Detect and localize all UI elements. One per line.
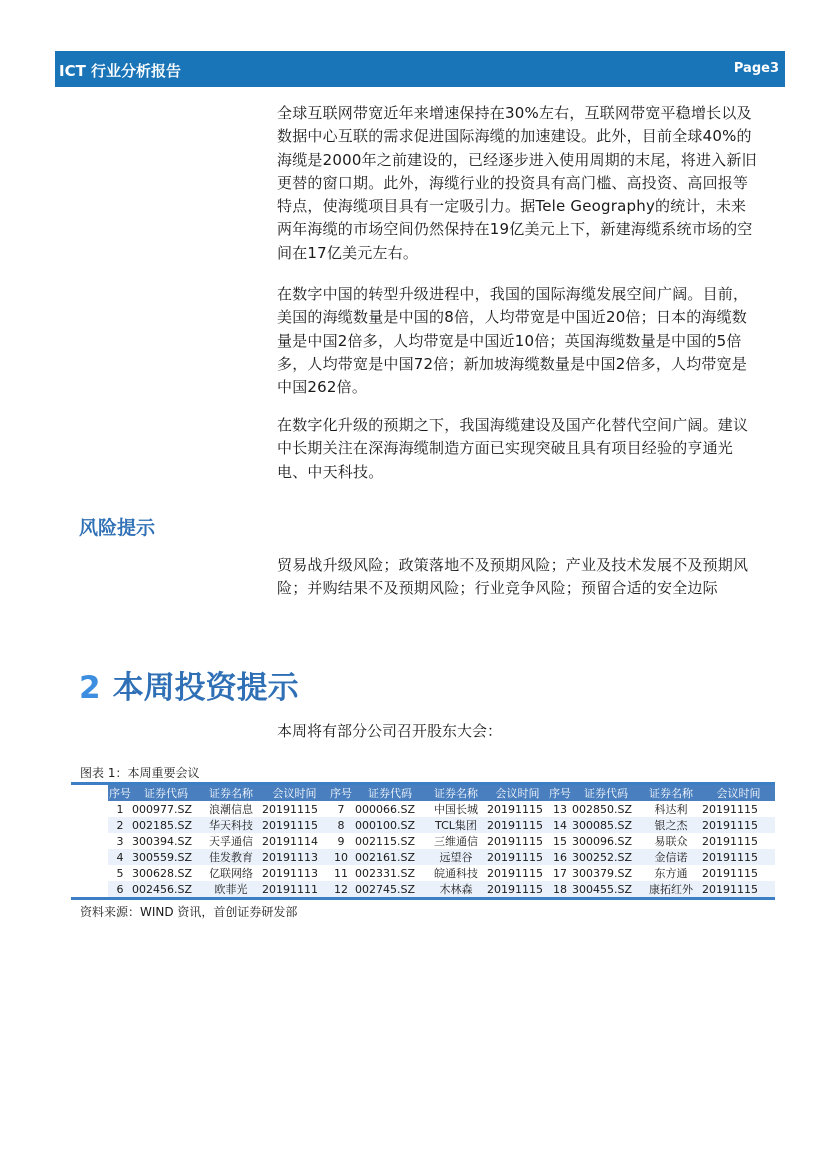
table-row [108,801,775,817]
table-cell: 易联众 [654,835,688,848]
table-header-cell: 会议时间 [487,785,548,801]
table-cell: 13 [553,802,567,816]
table-cell: 远望谷 [439,851,473,864]
body-paragraph-3: 在数字化升级的预期之下，我国海缆建设及国产化替代空间广阔。建议中长期关注在深海海缆制造方面已实现突破且具有项目经验的亨通光电、中天科技。 [277,416,749,481]
table-cell: 12 [334,882,348,896]
table-cell: 木林森 [439,883,473,896]
section-title: 本周投资提示 [112,670,299,706]
body-paragraph-1: 全球互联网带宽近年来增速保持在30%左右，互联网带宽平稳增长以及数据中心互联的需求促进国际海缆的加速建设。此外，目前全球40%的海缆是2000年之前建设的，已经逐步进入使用周期的末尾，将进入新旧更替的窗口期。此外，海缆行业的投资具有高门槛、高投资、高回报等特点，使海缆项目具有一定吸引力。据Tele Geography的统计，未来两年海缆的市场空间仍然保持在19亿美元上下，新建海缆系统市场的空间在17亿美元左右。 [277,104,757,262]
table-cell: 10 [334,850,348,864]
page-number: Page3 [733,61,779,76]
table-cell: 浪潮信息 [209,803,253,816]
table-cell: 300455.SZ [572,882,633,896]
table-cell: 中国长城 [434,803,478,816]
table-cell: 20191115 [702,866,758,880]
table-cell: 7 [337,802,345,816]
table-header-cell: 证券名称 [640,785,702,801]
table-cell: 300379.SZ [572,866,633,880]
table-cell: 002850.SZ [572,802,633,816]
table-cell: 华天科技 [209,819,253,832]
table-header-cell: 证券代码 [355,785,425,801]
table-cell: 17 [553,866,567,880]
table-cell: 18 [553,882,567,896]
table-header-cell: 会议时间 [262,785,327,801]
body-paragraph-2: 在数字中国的转型升级进程中，我国的国际海缆发展空间广阔。目前，美国的海缆数量是中国的8倍，人均带宽是中国近20倍；日本的海缆数量是中国2倍多，人均带宽是中国近10倍；英国海缆数量是中国的5倍多，人均带宽是中国72倍；新加坡海缆数量是中国2倍多，人均带宽是中国262倍。 [277,285,749,397]
table-cell: 002745.SZ [355,882,416,896]
section-heading [79,662,299,707]
table-cell: 11 [334,866,348,880]
report-title: ICT 行业分析报告 [59,62,182,80]
table-row [108,881,775,897]
table-cell: 佳发教育 [209,851,253,864]
table-cell: 20191115 [487,834,543,848]
table-header-cell: 证券代码 [572,785,640,801]
table-cell: 亿联网络 [209,867,253,880]
table-cell: TCL集团 [435,819,477,832]
table-cell: 5 [116,866,124,880]
table-cell: 2 [116,818,124,832]
table-header-cell: 序号 [109,787,131,800]
table-cell: 20191115 [702,818,758,832]
meetings-table-frame [71,782,775,900]
table-cell: 002161.SZ [355,850,416,864]
table-cell: 300252.SZ [572,850,633,864]
table-cell: 20191115 [702,834,758,848]
table-cell: 三维通信 [434,835,478,848]
header-bar [55,51,785,87]
table-cell: 20191115 [262,802,318,816]
table-row [108,865,775,881]
table-cell: 15 [553,834,567,848]
figure-caption: 图表 1：本周重要会议 [80,766,200,780]
table-row [108,849,775,865]
table-row [108,817,775,833]
table-cell: 1 [116,802,124,816]
table-cell: 金信诺 [654,851,688,864]
table-cell: 20191115 [487,802,543,816]
table-cell: 康拓红外 [649,883,693,896]
table-cell: 20191114 [262,834,318,848]
table-cell: 8 [337,818,345,832]
meeting-note: 本周将有部分公司召开股东大会： [277,722,503,740]
section-number: 2 [79,670,101,706]
table-cell: 000066.SZ [355,802,416,816]
table-cell: 20191111 [262,882,318,896]
table-cell: 20191115 [702,882,758,896]
table-cell: 300096.SZ [572,834,633,848]
table-cell: 4 [116,850,124,864]
table-cell: 20191115 [487,882,543,896]
risk-text: 贸易战升级风险；政策落地不及预期风险；产业及技术发展不及预期风险；并购结果不及预期风险；行业竞争风险；预留合适的安全边际 [277,556,749,598]
data-source: 资料来源：WIND 资讯，首创证券研发部 [80,905,298,919]
table-cell: 20191113 [262,850,318,864]
table-cell: 欧菲光 [214,883,248,896]
table-cell: 000977.SZ [132,802,193,816]
table-cell: 20191115 [262,818,318,832]
table-cell: 20191115 [702,802,758,816]
table-cell: 天孚通信 [209,835,253,848]
table-cell: 002456.SZ [132,882,193,896]
table-cell: 14 [553,818,567,832]
table-cell: 300085.SZ [572,818,633,832]
table-cell: 科达利 [654,803,688,816]
table-cell: 300628.SZ [132,866,193,880]
meetings-table [108,785,775,897]
table-cell: 20191115 [487,866,543,880]
table-header-cell: 序号 [327,785,355,801]
table-header-row [108,785,775,801]
table-cell: 000100.SZ [355,818,416,832]
table-header-cell: 证券代码 [132,785,200,801]
table-cell: 银之杰 [654,819,688,832]
table-body [108,801,775,897]
table-cell: 3 [116,834,124,848]
table-cell: 9 [337,834,345,848]
table-cell: 002115.SZ [355,834,416,848]
table-cell: 皖通科技 [434,867,478,880]
table-cell: 东方通 [654,867,688,880]
table-cell: 20191113 [262,866,318,880]
table-cell: 300559.SZ [132,850,193,864]
table-header-cell: 序号 [549,787,571,800]
table-cell: 6 [116,882,124,896]
table-header-cell: 证券名称 [425,785,487,801]
table-cell: 16 [553,850,567,864]
table-cell: 20191115 [487,850,543,864]
table-cell: 002331.SZ [355,866,416,880]
table-cell: 002185.SZ [132,818,193,832]
table-cell: 20191115 [487,818,543,832]
table-cell: 20191115 [702,850,758,864]
table-row [108,833,775,849]
table-header-cell: 证券名称 [200,785,262,801]
table-cell: 300394.SZ [132,834,193,848]
risk-heading: 风险提示 [79,517,156,539]
table-header-cell: 会议时间 [702,785,775,801]
